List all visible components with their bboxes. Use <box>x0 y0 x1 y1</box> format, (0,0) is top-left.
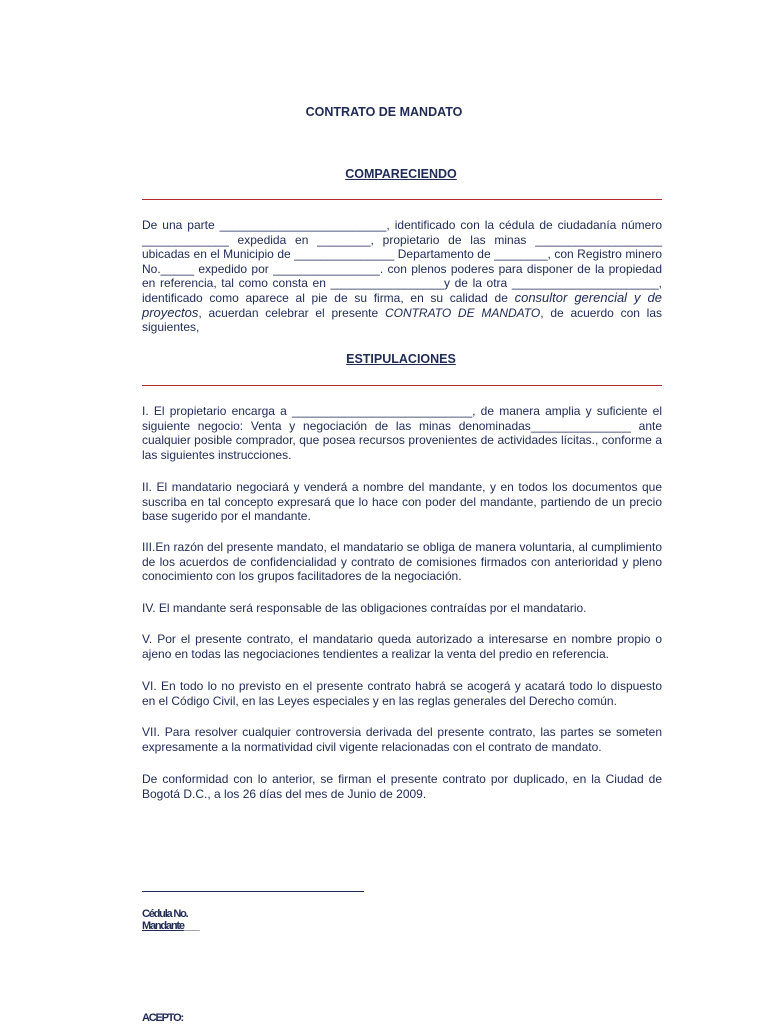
signature-line <box>142 891 364 892</box>
signature-mandante: Mandante___ <box>142 920 199 932</box>
closing-paragraph: De conformidad con lo anterior, se firman el presente contrato por duplicado, en la Ciudad de Bogotá D.C., a los 26 días del mes de Junio de 2009. <box>142 772 662 801</box>
heading-compareciendo: COMPARECIENDO <box>345 167 457 181</box>
document-title: CONTRATO DE MANDATO <box>305 105 463 119</box>
compareciendo-paragraph: De una parte _________________________, identificado con la cédula de ciudadanía número _____________ expedida en ________, propietario de las minas ___________________ ubicadas en el Municipio de _______________ Departamento de ________, con Registro minero No._____ expedido por ________________. con plenos poderes para disponer de la propiedad en referencia, tal como consta en _________________y de la otra ______________________, identificado como aparece al pie de su firma, en su calidad de consultor gerencial y de proyectos, acuerdan celebrar el presente CONTRATO DE MANDATO, de acuerdo con las siguientes, <box>142 218 663 335</box>
clause-paragraph: II. El mandatario negociará y venderá a nombre del mandante, y en todos los documentos que suscriba en tal concepto expresará que lo hace con poder del mandante, partiendo de un precio base sugerido por el mandante. <box>142 480 662 524</box>
clause-paragraph: VII. Para resolver cualquier controversia derivada del presente contrato, las partes se someten expresamente a la normatividad civil vigente relacionadas con el contrato de mandato. <box>142 725 662 754</box>
clause-paragraph: IV. El mandante será responsable de las obligaciones contraídas por el mandatario. <box>142 601 587 615</box>
divider-rule <box>142 385 662 386</box>
clause-paragraph: V. Por el presente contrato, el mandatario queda autorizado a interesarse en nombre propio o ajeno en todas las negociaciones tendientes a realizar la venta del predio en referencia. <box>142 632 662 661</box>
clause-paragraph: I. El propietario encarga a ___________________________, de manera amplia y suficiente el siguiente negocio: Venta y negociación de las minas denominadas_______________ ante cualquier posible comprador, que posea recursos provenientes de actividades lícitas., conforme a las siguientes instrucciones. <box>142 404 662 462</box>
clause-paragraph: III.En razón del presente mandato, el mandatario se obliga de manera voluntaria, al cumplimiento de los acuerdos de confidencialidad y contrato de comisiones firmados con anterioridad y pleno conocimiento con los grupos facilitadores de la negociación. <box>142 540 662 584</box>
signature-cedula: Cédula No. <box>142 908 188 920</box>
signature-acepto: ACEPTO: <box>142 1012 183 1024</box>
heading-estipulaciones: ESTIPULACIONES <box>346 352 456 366</box>
clause-paragraph: VI. En todo lo no previsto en el presente contrato habrá se acogerá y acatará todo lo dispuesto en el Código Civil, en las Leyes especiales y en las reglas generales del Derecho común. <box>142 679 662 708</box>
divider-rule <box>142 199 662 200</box>
